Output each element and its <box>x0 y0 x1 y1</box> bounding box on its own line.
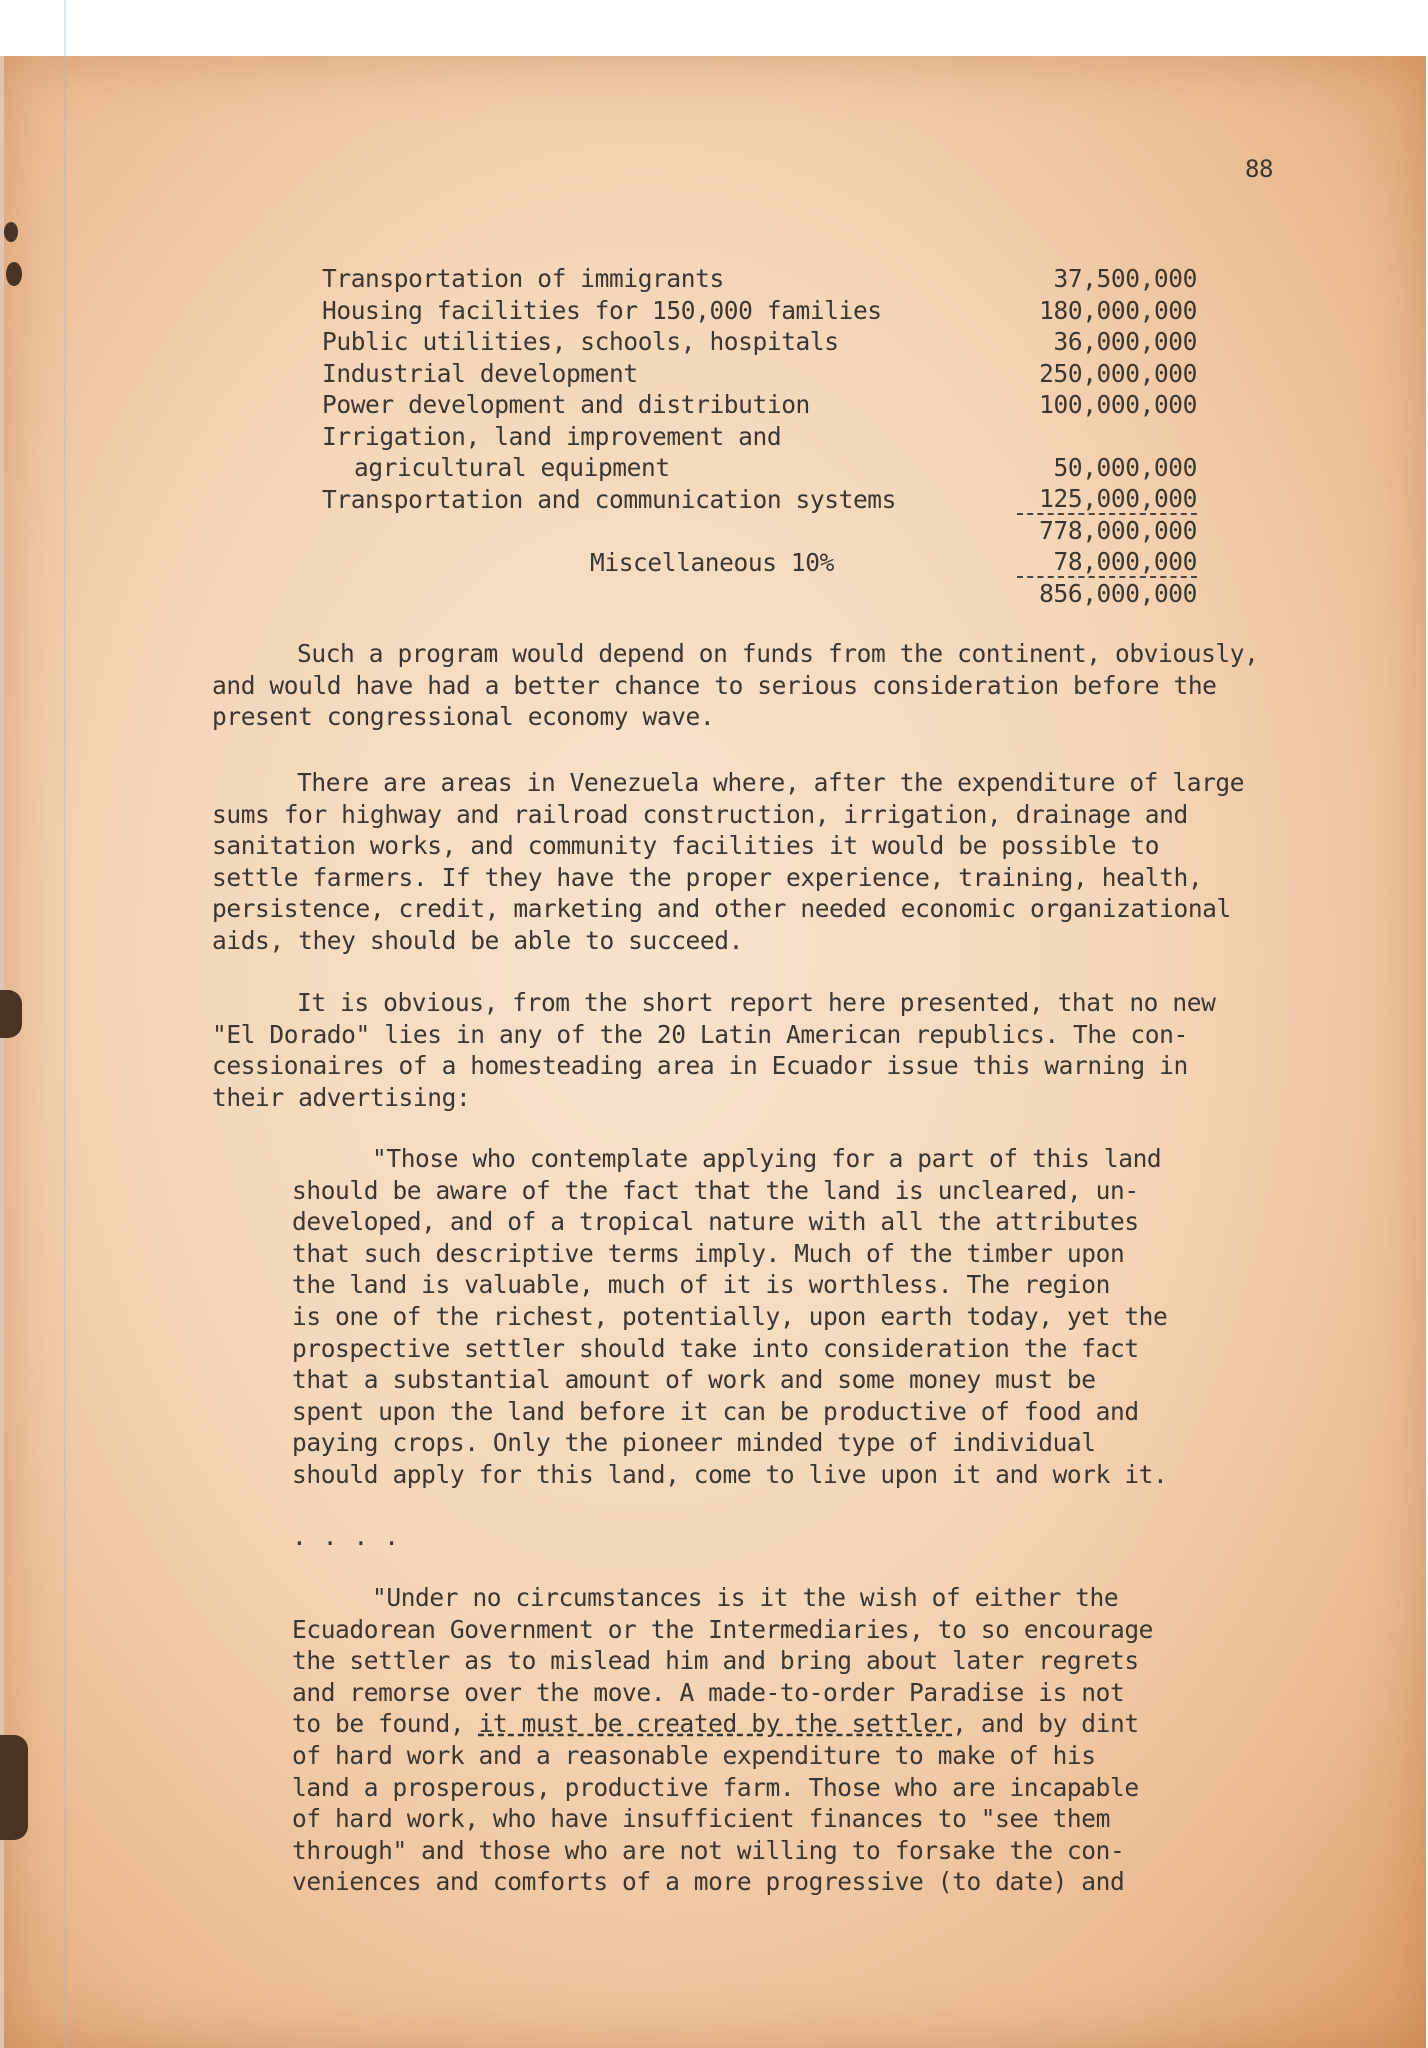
budget-row <box>322 547 1202 579</box>
text-line: "El Dorado" lies in any of the 20 Latin American republics. The con- <box>212 1019 1188 1049</box>
budget-label: Transportation of immigrants <box>322 264 724 293</box>
underlined-phrase: it must be created by the settler <box>478 1709 953 1739</box>
text-line: of hard work and a reasonable expenditure to make of his <box>292 1740 1096 1770</box>
text-line: It is obvious, from the short report here presented, that no new <box>297 988 1216 1017</box>
budget-label: agricultural equipment <box>354 453 670 482</box>
text-line: aids, they should be able to succeed. <box>212 925 743 955</box>
text-line: their advertising: <box>212 1082 471 1112</box>
text-line: settle farmers. If they have the proper experience, training, health, <box>212 862 1203 892</box>
budget-subtotal: 778,000,000 <box>1039 516 1197 545</box>
binder-hole-mark <box>0 1735 28 1840</box>
text-line: present congressional economy wave. <box>212 702 715 732</box>
budget-label: Public utilities, schools, hospitals <box>322 327 839 356</box>
budget-row <box>322 326 1202 358</box>
text-line: and remorse over the move. A made-to-order Paradise is not <box>292 1677 1125 1707</box>
quote-circumstances <box>292 1582 1252 1898</box>
text-line: and would have had a better chance to serious consideration before the <box>212 670 1217 700</box>
text-line: prospective settler should take into consideration the fact <box>292 1333 1139 1363</box>
budget-row <box>322 389 1202 421</box>
budget-label: Industrial development <box>322 358 638 388</box>
text-line: spent upon the land before it can be productive of food and <box>292 1396 1139 1426</box>
text-line: persistence, credit, marketing and other needed economic organizational <box>212 894 1231 924</box>
ellipsis: .... <box>292 1522 416 1551</box>
text-line: veniences and comforts of a more progressive (to date) and <box>292 1867 1125 1897</box>
text-segment: to be found, <box>292 1709 479 1739</box>
text-line <box>292 1708 1252 1740</box>
budget-amount: 125,000,000 <box>1017 484 1197 515</box>
text-line: Such a program would depend on funds from the continent, obviously, <box>297 639 1259 668</box>
text-segment: , and by dint <box>952 1709 1139 1739</box>
text-line: should be aware of the fact that the land is uncleared, un- <box>292 1175 1139 1205</box>
text-line: Ecuadorean Government or the Intermediaries, to so encourage <box>292 1614 1154 1644</box>
text-line: There are areas in Venezuela where, after the expenditure of large <box>297 768 1245 797</box>
budget-row <box>322 421 1202 453</box>
text-line: paying crops. Only the pioneer minded type of individual <box>292 1428 1096 1458</box>
page-number: 88 <box>1245 155 1274 183</box>
budget-amount: 36,000,000 <box>1053 327 1197 356</box>
budget-row <box>322 263 1202 295</box>
binder-hole-mark <box>0 990 22 1038</box>
quote-advertising <box>292 1143 1252 1491</box>
budget-row <box>322 452 1202 484</box>
paragraph-venezuela <box>212 767 1352 957</box>
budget-total: 856,000,000 <box>1039 579 1197 608</box>
budget-amount: 250,000,000 <box>1039 358 1197 388</box>
text-line: the settler as to mislead him and bring about later regrets <box>292 1646 1139 1676</box>
budget-subtotal-row <box>322 515 1202 547</box>
budget-label: Irrigation, land improvement and <box>322 421 782 451</box>
budget-amount: 180,000,000 <box>1039 295 1197 325</box>
budget-label: Miscellaneous 10% <box>590 547 834 577</box>
binder-hole-mark <box>4 222 18 242</box>
budget-amount: 37,500,000 <box>1053 264 1197 293</box>
paragraph-el-dorado <box>212 987 1352 1113</box>
budget-table <box>322 263 1202 610</box>
budget-label: Power development and distribution <box>322 390 810 419</box>
budget-row <box>322 358 1202 390</box>
text-line: "Under no circumstances is it the wish of either the <box>372 1583 1119 1612</box>
budget-amount: 78,000,000 <box>1017 547 1197 578</box>
text-line: of hard work, who have insufficient finances to "see them <box>292 1804 1110 1834</box>
text-line: developed, and of a tropical nature with all the attributes <box>292 1207 1139 1237</box>
binder-hole-mark <box>6 262 22 286</box>
budget-row <box>322 484 1202 516</box>
text-line: should apply for this land, come to live upon it and work it. <box>292 1459 1168 1489</box>
text-line: cessionaires of a homesteading area in Ecuador issue this warning in <box>212 1051 1188 1081</box>
text-line: sanitation works, and community facilities it would be possible to <box>212 831 1160 861</box>
budget-amount: 100,000,000 <box>1039 390 1197 419</box>
budget-total-row <box>322 578 1202 610</box>
budget-row <box>322 295 1202 327</box>
text-line: that such descriptive terms imply. Much of the timber upon <box>292 1238 1125 1268</box>
text-line: "Those who contemplate applying for a part of this land <box>372 1144 1162 1173</box>
text-line: land a prosperous, productive farm. Those who are incapable <box>292 1772 1139 1802</box>
budget-label: Transportation and communication systems <box>322 484 897 514</box>
budget-label: Housing facilities for 150,000 families <box>322 295 882 325</box>
paragraph-funding <box>212 638 1352 733</box>
text-line: sums for highway and railroad construction, irrigation, drainage and <box>212 799 1188 829</box>
budget-amount: 50,000,000 <box>1053 453 1197 482</box>
text-line: that a substantial amount of work and some money must be <box>292 1365 1096 1395</box>
text-line: the land is valuable, much of it is worthless. The region <box>292 1270 1110 1300</box>
text-line: through" and those who are not willing to forsake the con- <box>292 1835 1125 1865</box>
text-line: is one of the richest, potentially, upon earth today, yet the <box>292 1301 1168 1331</box>
margin-line <box>64 0 66 2048</box>
